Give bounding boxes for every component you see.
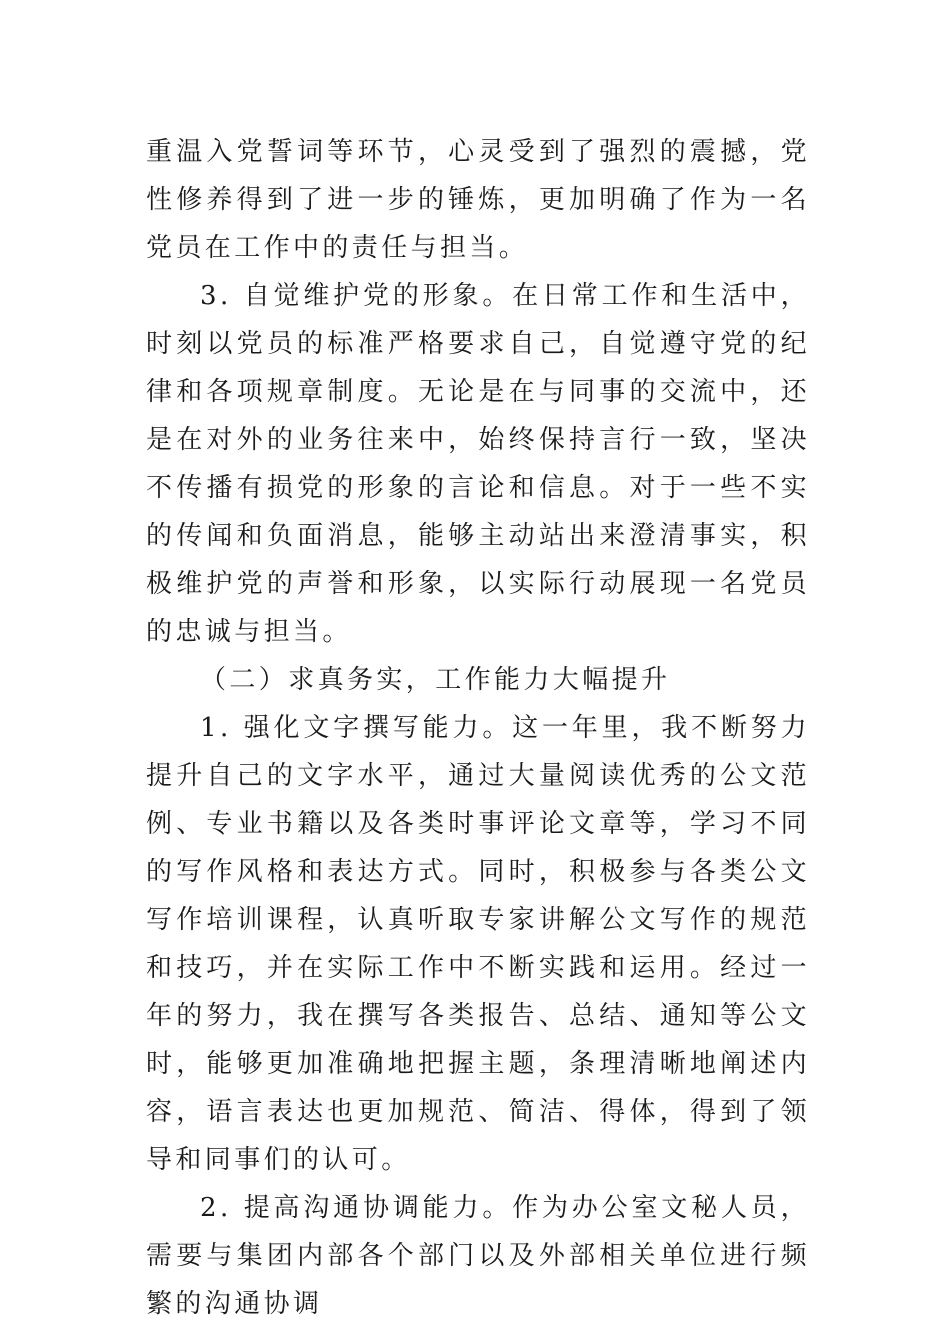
document-body [146,128,810,1328]
paragraph-item-3: 3. 自觉维护党的形象。在日常工作和生活中，时刻以党员的标准严格要求自己，自觉遵守党的纪律和各项规章制度。无论是在与同事的交流中，还是在对外的业务往来中，始终保持言行一致，坚决不传播有损党的形象的言论和信息。对于一些不实的传闻和负面消息，能够主动站出来澄清事实，积极维护党的声誉和形象，以实际行动展现一名党员的忠诚与担当。 [146,281,810,647]
section-heading: （二）求真务实，工作能力大幅提升 [200,665,671,695]
paragraph-item-1: 1. 强化文字撰写能力。这一年里，我不断努力提升自己的文字水平，通过大量阅读优秀的公文范例、专业书籍以及各类时事评论文章等，学习不同的写作风格和表达方式。同时，积极参与各类公文写作培训课程，认真听取专家讲解公文写作的规范和技巧，并在实际工作中不断实践和运用。经过一年的努力，我在撰写各类报告、总结、通知等公文时，能够更加准确地把握主题，条理清晰地阐述内容，语言表达也更加规范、简洁、得体，得到了领导和同事们的认可。 [146,713,810,1175]
paragraph-continuation: 重温入党誓词等环节，心灵受到了强烈的震撼，党性修养得到了进一步的锤炼，更加明确了作为一名党员在工作中的责任与担当。 [146,137,810,263]
paragraph-item-2: 2. 提高沟通协调能力。作为办公室文秘人员，需要与集团内部各个部门以及外部相关单位进行频繁的沟通协调 [146,1193,810,1319]
